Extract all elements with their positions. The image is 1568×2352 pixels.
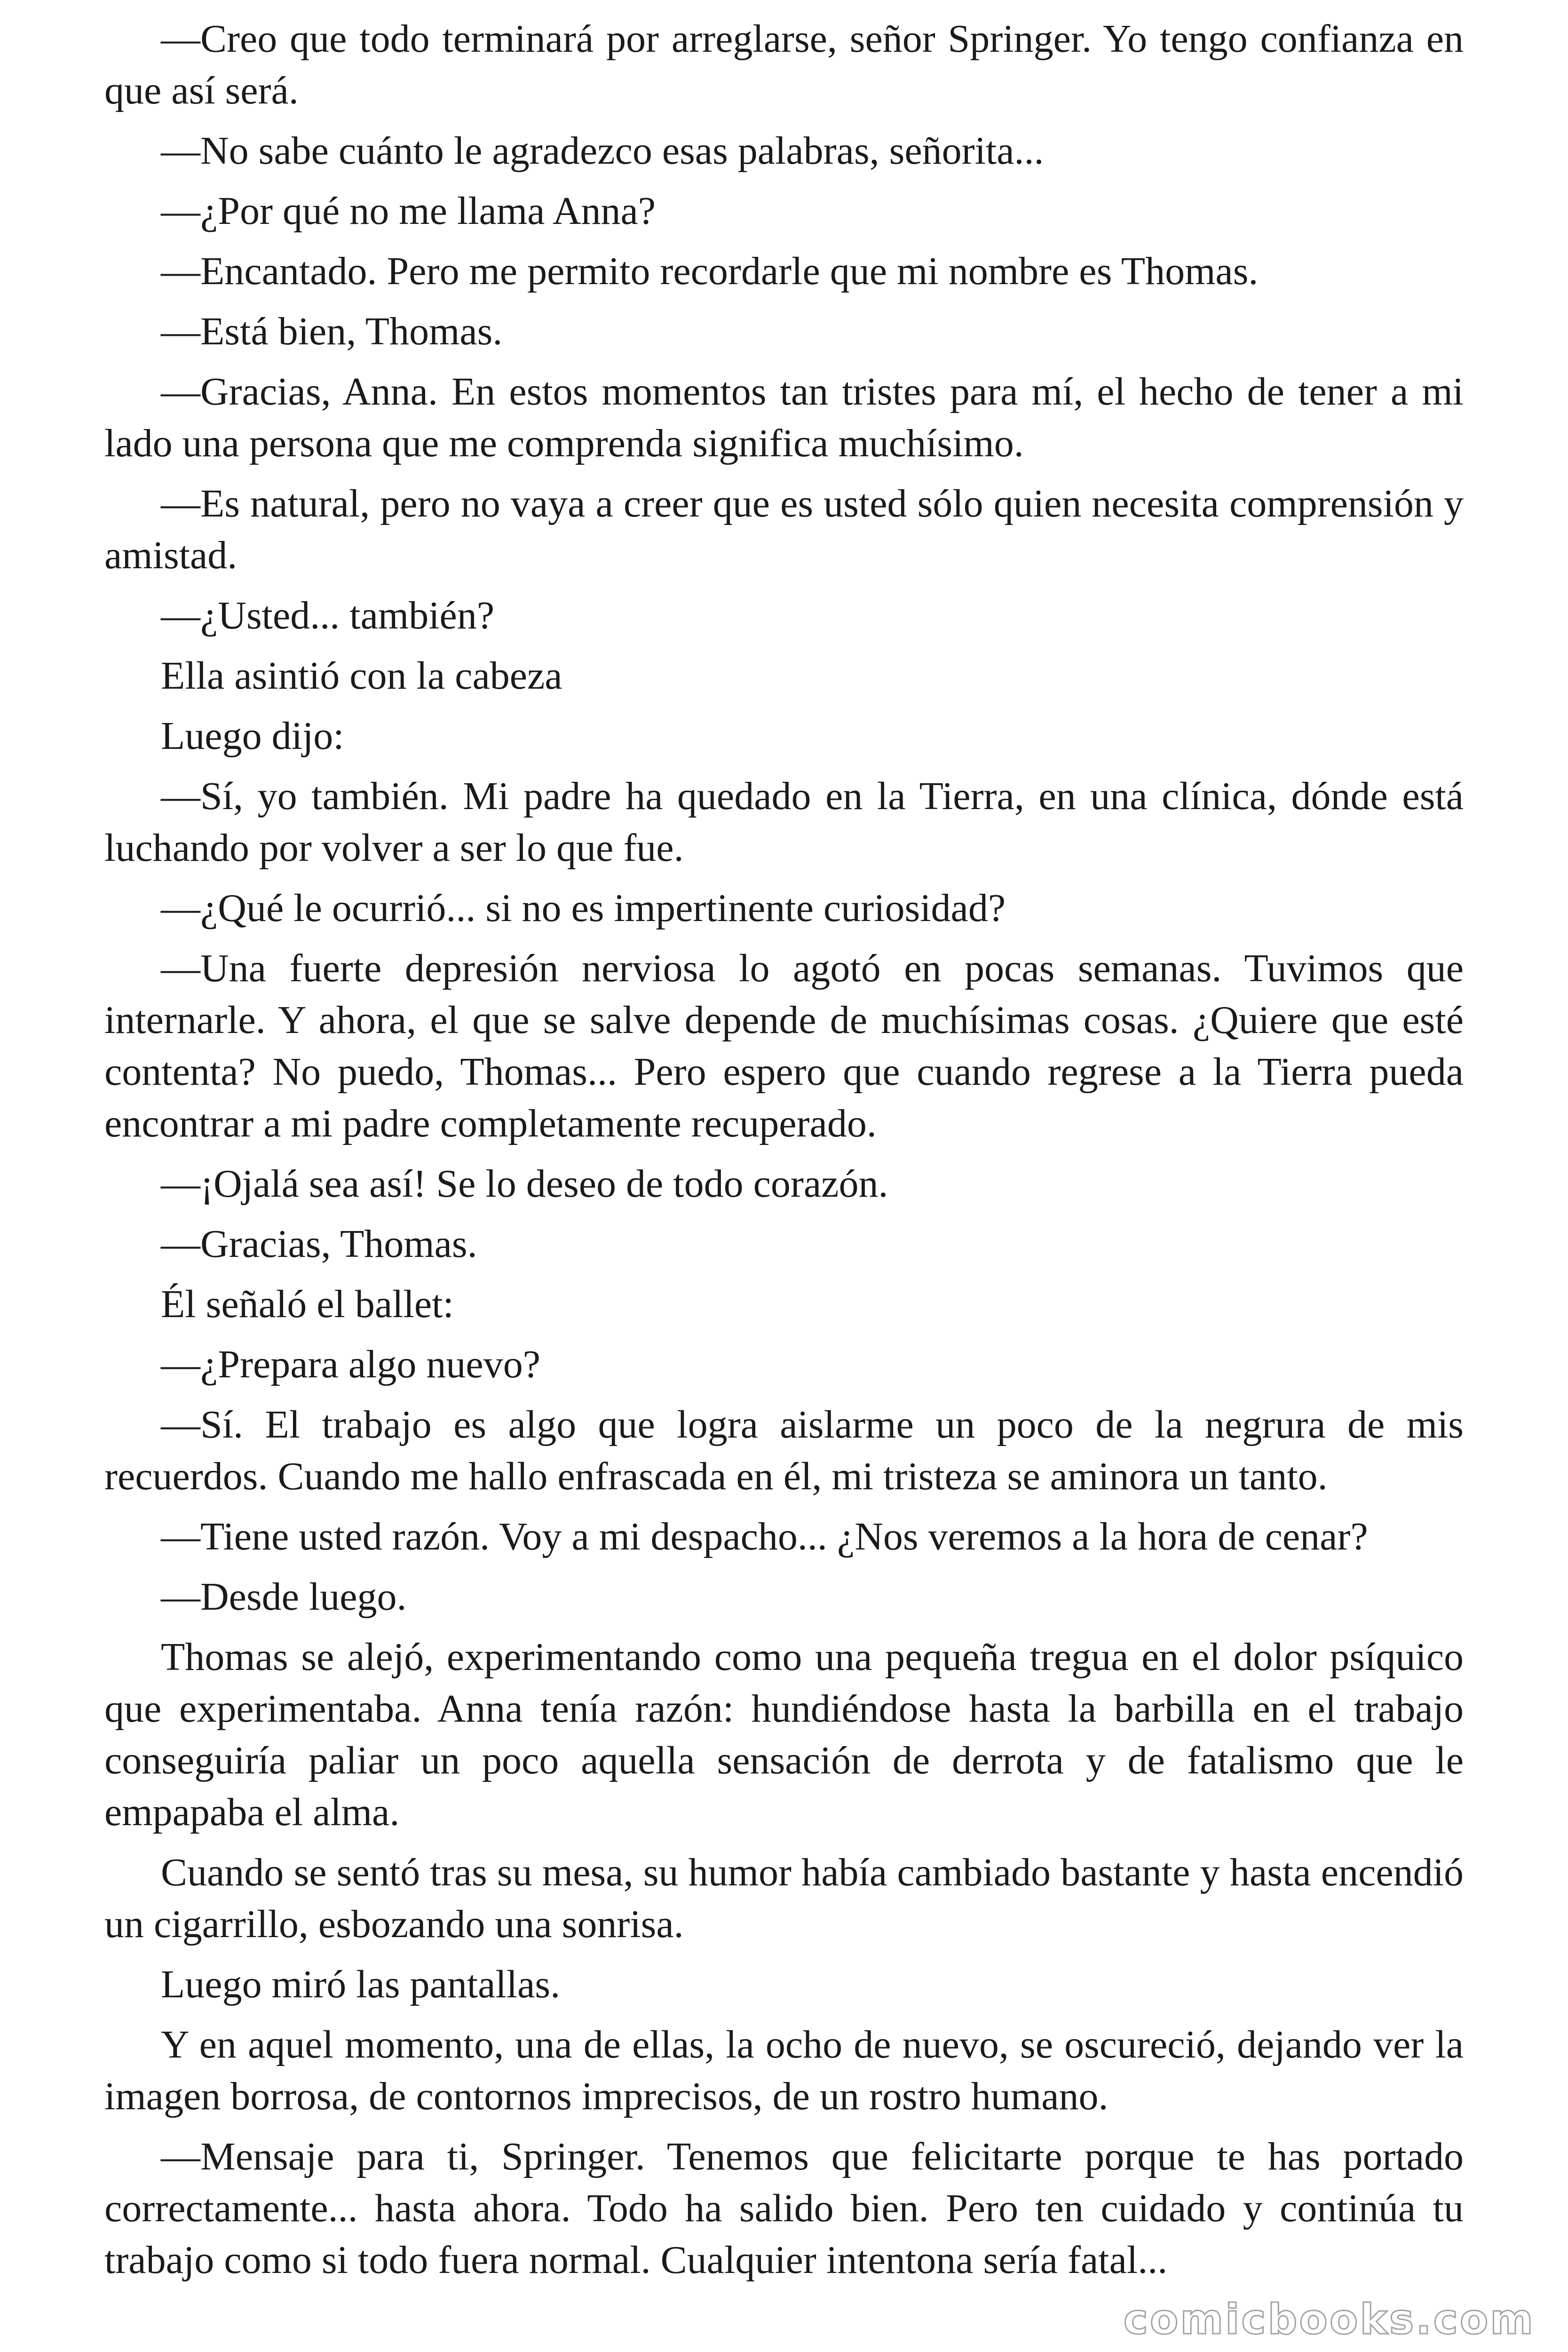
paragraph: —Gracias, Thomas. [161, 1222, 477, 1266]
paragraph: —Gracias, Anna. En estos momentos tan tristes para mí, el hecho de tener a mi lado una persona que me comprenda significa muchísimo. [104, 370, 1464, 465]
paragraph: —Mensaje para ti, Springer. Tenemos que felicitarte porque te has portado correctamente... hasta ahora. Todo ha salido bien. Pero ten cuidado y continúa tu trabajo como si todo fuera normal. Cualquier intentona sería fatal... [104, 2135, 1464, 2282]
paragraph: —¿Prepara algo nuevo? [161, 1343, 540, 1386]
paragraph: —Sí, yo también. Mi padre ha quedado en la Tierra, en una clínica, dónde está luchando por volver a ser lo que fue. [104, 774, 1464, 870]
page-text [104, 13, 1464, 2295]
paragraph: Thomas se alejó, experimentando como una pequeña tregua en el dolor psíquico que experimentaba. Anna tenía razón: hundiéndose hasta la barbilla en el trabajo conseguiría paliar un poco aquella sensación de derrota y de fatalismo que le empapaba el alma. [104, 1635, 1464, 1834]
paragraph: —Una fuerte depresión nerviosa lo agotó en pocas semanas. Tuvimos que internarle. Y ahora, el que se salve depende de muchísimas cosas. ¿Quiere que esté contenta? No puedo, Thomas... Pero espero que cuando regrese a la Tierra pueda encontrar a mi padre completamente recuperado. [104, 946, 1464, 1145]
paragraph: —No sabe cuánto le agradezco esas palabras, señorita... [161, 129, 1044, 173]
paragraph: —¡Ojalá sea así! Se lo deseo de todo corazón. [161, 1162, 888, 1206]
site-watermark: comicbooks.com [1123, 2295, 1535, 2344]
paragraph: —Está bien, Thomas. [161, 310, 503, 353]
paragraph: Luego dijo: [161, 714, 344, 758]
paragraph: —Es natural, pero no vaya a creer que es usted sólo quien necesita comprensión y amistad. [104, 482, 1464, 577]
paragraph: —Tiene usted razón. Voy a mi despacho... ¿Nos veremos a la hora de cenar? [161, 1515, 1368, 1558]
paragraph: —Encantado. Pero me permito recordarle que mi nombre es Thomas. [161, 249, 1259, 293]
paragraph: —Creo que todo terminará por arreglarse, señor Springer. Yo tengo confianza en que así será. [104, 17, 1464, 112]
paragraph: —¿Qué le ocurrió... si no es impertinente curiosidad? [161, 886, 1006, 930]
paragraph: Él señaló el ballet: [161, 1282, 454, 1326]
paragraph: —¿Por qué no me llama Anna? [161, 189, 656, 233]
paragraph: Y en aquel momento, una de ellas, la ocho de nuevo, se oscureció, dejando ver la imagen borrosa, de contornos imprecisos, de un rostro humano. [104, 2023, 1464, 2118]
paragraph: —Desde luego. [161, 1575, 407, 1619]
paragraph: —¿Usted... también? [161, 594, 495, 637]
paragraph: Cuando se sentó tras su mesa, su humor había cambiado bastante y hasta encendió un cigarrillo, esbozando una sonrisa. [104, 1851, 1464, 1946]
paragraph: Ella asintió con la cabeza [161, 654, 562, 698]
paragraph: —Sí. El trabajo es algo que logra aislarme un poco de la negrura de mis recuerdos. Cuando me hallo enfrascada en él, mi tristeza se aminora un tanto. [104, 1403, 1464, 1498]
paragraph: Luego miró las pantallas. [161, 1963, 561, 2006]
